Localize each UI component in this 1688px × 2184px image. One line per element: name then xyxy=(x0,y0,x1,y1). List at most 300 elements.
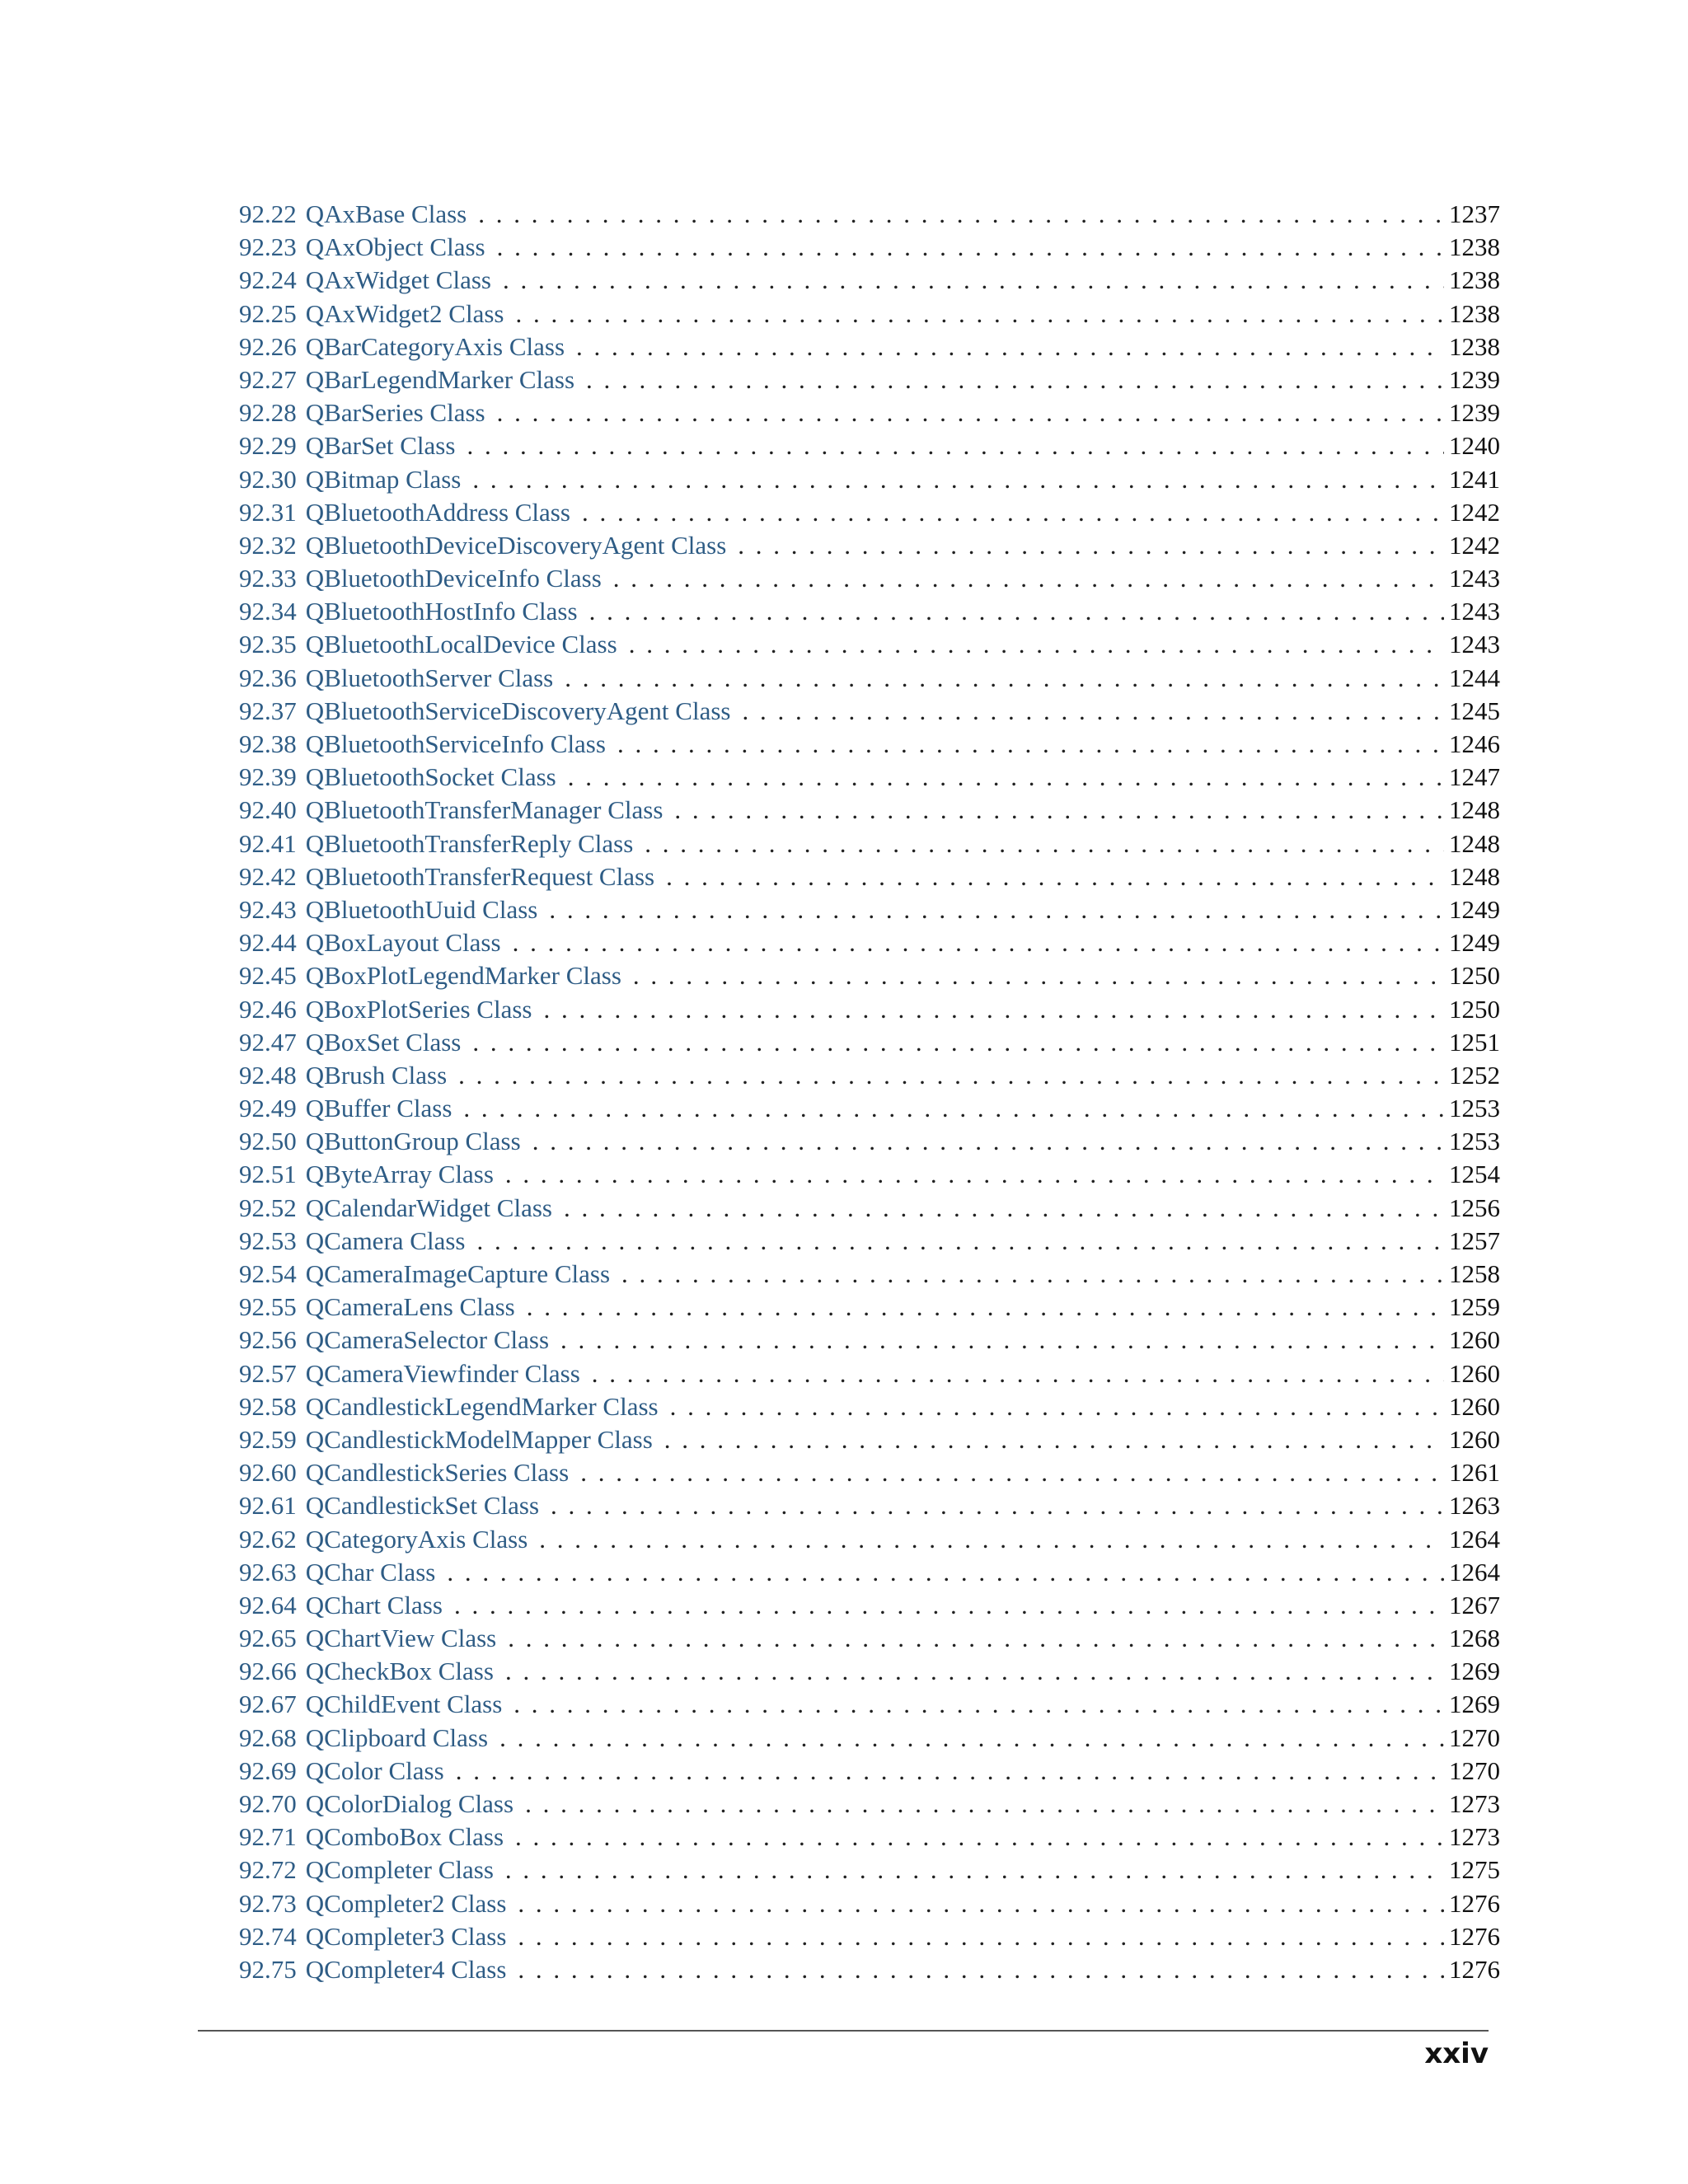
toc-entry-link[interactable] xyxy=(239,761,556,794)
toc-leader-dots xyxy=(738,529,1444,562)
toc-entry-page[interactable]: 1241 xyxy=(1449,464,1500,494)
toc-entry-title: QAxWidget2 Class xyxy=(305,298,504,328)
toc-entry-number: 92.44 xyxy=(239,928,297,958)
toc-entry xyxy=(239,1788,1500,1821)
toc-entry-link[interactable] xyxy=(239,1357,580,1390)
toc-entry xyxy=(239,827,1500,860)
toc-entry-title: QCameraLens Class xyxy=(305,1292,515,1322)
toc-entry-page[interactable]: 1260 xyxy=(1449,1325,1500,1355)
toc-entry xyxy=(239,1722,1500,1755)
toc-entry-page[interactable]: 1263 xyxy=(1449,1491,1500,1521)
toc-entry-number: 92.32 xyxy=(239,530,297,560)
toc-leader-dots xyxy=(503,264,1444,297)
toc-entry-number: 92.56 xyxy=(239,1325,297,1355)
toc-entry-number: 92.35 xyxy=(239,630,297,659)
toc-entry-page[interactable]: 1269 xyxy=(1449,1690,1500,1719)
toc-entry-title: QCategoryAxis Class xyxy=(305,1524,528,1554)
toc-entry-title: QBluetoothTransferManager Class xyxy=(305,795,663,825)
toc-entry xyxy=(239,1821,1500,1854)
toc-entry-page[interactable]: 1260 xyxy=(1449,1391,1500,1421)
toc-leader-dots xyxy=(586,363,1444,396)
toc-entry-link[interactable] xyxy=(239,1258,610,1291)
toc-leader-dots xyxy=(499,1722,1444,1755)
toc-entry-page[interactable]: 1249 xyxy=(1449,928,1500,958)
toc-entry-title: QByteArray Class xyxy=(305,1160,494,1189)
toc-entry-title: QBrush Class xyxy=(305,1060,448,1090)
toc-entry xyxy=(239,1655,1500,1688)
toc-entry xyxy=(239,198,1500,231)
toc-entry-title: QCameraViewfinder Class xyxy=(305,1358,580,1388)
toc-entry-page[interactable]: 1244 xyxy=(1449,663,1500,692)
toc-entry-link[interactable] xyxy=(239,1456,569,1489)
toc-entry-page[interactable]: 1240 xyxy=(1449,431,1500,461)
toc-leader-dots xyxy=(549,893,1444,926)
toc-entry-title: QBluetoothHostInfo Class xyxy=(305,597,578,626)
toc-entry-link[interactable] xyxy=(239,1953,506,1986)
toc-entry xyxy=(239,1920,1500,1953)
toc-entry-page[interactable]: 1270 xyxy=(1449,1755,1500,1785)
toc-entry-page[interactable]: 1243 xyxy=(1449,564,1500,593)
toc-entry-page[interactable]: 1268 xyxy=(1449,1624,1500,1653)
toc-entry-number: 92.71 xyxy=(239,1822,297,1852)
toc-leader-dots xyxy=(617,728,1444,761)
toc-entry-number: 92.49 xyxy=(239,1094,297,1123)
toc-entry-link[interactable] xyxy=(239,1423,653,1456)
toc-entry xyxy=(239,1390,1500,1423)
toc-entry-number: 92.61 xyxy=(239,1491,297,1521)
toc-entry-link[interactable] xyxy=(239,562,602,595)
toc-entry-number: 92.34 xyxy=(239,597,297,626)
toc-leader-dots xyxy=(674,794,1444,827)
toc-entry xyxy=(239,728,1500,761)
toc-entry-page[interactable]: 1239 xyxy=(1449,398,1500,428)
toc-entry-title: QBluetoothTransferRequest Class xyxy=(305,861,655,891)
toc-entry-page[interactable]: 1276 xyxy=(1449,1888,1500,1918)
toc-entry-link[interactable] xyxy=(239,959,621,992)
toc-entry-title: QBarSeries Class xyxy=(305,398,485,428)
toc-entry-title: QCameraImageCapture Class xyxy=(305,1259,611,1288)
toc-entry xyxy=(239,1887,1500,1920)
toc-leader-dots xyxy=(505,1854,1444,1886)
toc-entry-title: QCompleter2 Class xyxy=(305,1888,507,1918)
toc-entry-link[interactable] xyxy=(239,993,532,1026)
toc-entry xyxy=(239,1291,1500,1324)
toc-entry-page[interactable]: 1238 xyxy=(1449,232,1500,262)
toc-entry-link[interactable] xyxy=(239,893,537,926)
toc-entry-page[interactable]: 1237 xyxy=(1449,199,1500,228)
toc-entry-link[interactable] xyxy=(239,1821,504,1854)
toc-leader-dots xyxy=(478,198,1444,231)
toc-leader-dots xyxy=(497,231,1444,264)
toc-leader-dots xyxy=(472,1026,1444,1059)
toc-entry-title: QCompleter3 Class xyxy=(305,1921,507,1951)
toc-entry-number: 92.66 xyxy=(239,1657,297,1686)
toc-entry-title: QCandlestickSeries Class xyxy=(305,1458,570,1488)
toc-entry-number: 92.25 xyxy=(239,298,297,328)
toc-entry-link[interactable] xyxy=(239,198,467,231)
toc-entry-link[interactable] xyxy=(239,827,633,860)
toc-entry-page[interactable]: 1239 xyxy=(1449,364,1500,394)
toc-entry-number: 92.42 xyxy=(239,861,297,891)
toc-entry-link[interactable] xyxy=(239,1026,461,1059)
toc-leader-dots xyxy=(505,1655,1444,1688)
toc-entry-link[interactable] xyxy=(239,298,504,330)
toc-entry xyxy=(239,1456,1500,1489)
toc-entry-page[interactable]: 1248 xyxy=(1449,795,1500,825)
toc-entry-page[interactable]: 1250 xyxy=(1449,961,1500,991)
toc-entry-number: 92.68 xyxy=(239,1722,297,1752)
toc-entry-number: 92.23 xyxy=(239,232,297,262)
toc-entry xyxy=(239,1357,1500,1390)
toc-leader-dots xyxy=(447,1556,1444,1589)
toc-entry-title: QChar Class xyxy=(305,1557,436,1586)
toc-entry-page[interactable]: 1238 xyxy=(1449,331,1500,361)
toc-entry-link[interactable] xyxy=(239,1158,494,1191)
toc-entry-page[interactable]: 1251 xyxy=(1449,1027,1500,1057)
toc-entry-page[interactable]: 1248 xyxy=(1449,828,1500,858)
toc-entry-number: 92.60 xyxy=(239,1458,297,1488)
toc-entry-link[interactable] xyxy=(239,496,570,529)
toc-entry-link[interactable] xyxy=(239,1489,539,1522)
toc-entry-number: 92.48 xyxy=(239,1060,297,1090)
toc-entry-title: QChartView Class xyxy=(305,1624,497,1653)
toc-leader-dots xyxy=(664,1423,1444,1456)
toc-entry-page[interactable]: 1269 xyxy=(1449,1657,1500,1686)
toc-entry-number: 92.57 xyxy=(239,1358,297,1388)
toc-entry-link[interactable] xyxy=(239,728,606,761)
toc-entry-page[interactable]: 1276 xyxy=(1449,1921,1500,1951)
toc-leader-dots xyxy=(589,595,1444,628)
toc-entry xyxy=(239,926,1500,959)
toc-entry xyxy=(239,959,1500,992)
toc-entry-title: QCameraSelector Class xyxy=(305,1325,550,1355)
toc-entry xyxy=(239,463,1500,496)
toc-entry-number: 92.63 xyxy=(239,1557,297,1586)
toc-entry-link[interactable] xyxy=(239,231,485,264)
toc-leader-dots xyxy=(476,1225,1444,1258)
toc-entry-number: 92.53 xyxy=(239,1226,297,1255)
toc-entry xyxy=(239,628,1500,661)
toc-entry-link[interactable] xyxy=(239,860,654,893)
toc-entry-page[interactable]: 1259 xyxy=(1449,1292,1500,1322)
toc-entry-number: 92.74 xyxy=(239,1921,297,1951)
toc-entry xyxy=(239,695,1500,728)
toc-entry xyxy=(239,330,1500,363)
toc-entry-page[interactable]: 1242 xyxy=(1449,530,1500,560)
toc-entry-page[interactable]: 1264 xyxy=(1449,1524,1500,1554)
toc-leader-dots xyxy=(532,1125,1444,1158)
toc-entry-link[interactable] xyxy=(239,595,578,628)
toc-entry xyxy=(239,1953,1500,1986)
toc-entry xyxy=(239,1258,1500,1291)
toc-entry-number: 92.31 xyxy=(239,497,297,527)
toc-entry-title: QBarCategoryAxis Class xyxy=(305,331,565,361)
toc-entry xyxy=(239,396,1500,429)
toc-entry-title: QBarSet Class xyxy=(305,431,456,461)
toc-entry-number: 92.51 xyxy=(239,1160,297,1189)
toc-entry-page[interactable]: 1242 xyxy=(1449,497,1500,527)
toc-entry-link[interactable] xyxy=(239,1192,552,1225)
toc-entry-link[interactable] xyxy=(239,1589,443,1622)
toc-entry-number: 92.41 xyxy=(239,828,297,858)
toc-entry-page[interactable]: 1270 xyxy=(1449,1722,1500,1752)
toc-leader-dots xyxy=(463,1092,1444,1125)
toc-entry-number: 92.58 xyxy=(239,1391,297,1421)
toc-entry-title: QCheckBox Class xyxy=(305,1657,494,1686)
toc-entry xyxy=(239,1158,1500,1191)
toc-entry-link[interactable] xyxy=(239,429,455,462)
toc-entry xyxy=(239,1192,1500,1225)
toc-entry-title: QBoxLayout Class xyxy=(305,928,501,958)
toc-entry-page[interactable]: 1275 xyxy=(1449,1855,1500,1885)
toc-entry-page[interactable]: 1257 xyxy=(1449,1226,1500,1255)
toc-entry-title: QCalendarWidget Class xyxy=(305,1193,552,1222)
toc-entry-link[interactable] xyxy=(239,1125,521,1158)
toc-entry xyxy=(239,562,1500,595)
toc-leader-dots xyxy=(518,1887,1444,1920)
toc-leader-dots xyxy=(525,1788,1444,1821)
toc-entry-title: QClipboard Class xyxy=(305,1722,489,1752)
toc-entry-link[interactable] xyxy=(239,628,617,661)
toc-entry-number: 92.47 xyxy=(239,1027,297,1057)
toc-leader-dots xyxy=(666,860,1444,893)
toc-entry-title: QCompleter4 Class xyxy=(305,1954,507,1984)
toc-entry-number: 92.73 xyxy=(239,1888,297,1918)
toc-entry-number: 92.28 xyxy=(239,398,297,428)
toc-entry-link[interactable] xyxy=(239,1523,528,1556)
toc-entry xyxy=(239,1026,1500,1059)
toc-entry xyxy=(239,1556,1500,1589)
toc-entry xyxy=(239,529,1500,562)
toc-entry-page[interactable]: 1252 xyxy=(1449,1060,1500,1090)
toc-entry-title: QAxObject Class xyxy=(305,232,485,262)
toc-entry-page[interactable]: 1238 xyxy=(1449,298,1500,328)
toc-entry-link[interactable] xyxy=(239,1854,494,1886)
toc-entry-link[interactable] xyxy=(239,794,663,827)
toc-leader-dots xyxy=(497,396,1444,429)
toc-entry-page[interactable]: 1256 xyxy=(1449,1193,1500,1222)
toc-leader-dots xyxy=(551,1489,1444,1522)
toc-entry-link[interactable] xyxy=(239,1556,435,1589)
toc-leader-dots xyxy=(513,1688,1444,1721)
table-of-contents xyxy=(239,198,1500,1986)
toc-entry-link[interactable] xyxy=(239,1291,515,1324)
toc-entry xyxy=(239,1092,1500,1125)
toc-leader-dots xyxy=(539,1523,1444,1556)
toc-entry-page[interactable]: 1260 xyxy=(1449,1358,1500,1388)
toc-entry-title: QAxBase Class xyxy=(305,199,467,228)
toc-entry-title: QAxWidget Class xyxy=(305,265,491,295)
toc-entry-title: QBluetoothServiceInfo Class xyxy=(305,729,606,758)
toc-leader-dots xyxy=(592,1357,1444,1390)
toc-entry-page[interactable]: 1273 xyxy=(1449,1822,1500,1852)
toc-leader-dots xyxy=(568,761,1444,794)
toc-leader-dots xyxy=(565,662,1444,695)
toc-leader-dots xyxy=(742,695,1444,728)
toc-entry-title: QBoxPlotSeries Class xyxy=(305,994,532,1024)
toc-entry-title: QCandlestickLegendMarker Class xyxy=(305,1391,659,1421)
toc-entry-number: 92.33 xyxy=(239,564,297,593)
toc-entry-page[interactable]: 1254 xyxy=(1449,1160,1500,1189)
toc-entry-number: 92.72 xyxy=(239,1855,297,1885)
toc-entry-title: QCompleter Class xyxy=(305,1855,494,1885)
toc-entry xyxy=(239,860,1500,893)
toc-entry-title: QCandlestickSet Class xyxy=(305,1491,540,1521)
toc-entry-page[interactable]: 1260 xyxy=(1449,1424,1500,1454)
toc-entry-number: 92.39 xyxy=(239,762,297,792)
toc-leader-dots xyxy=(458,1059,1444,1092)
toc-leader-dots xyxy=(543,993,1444,1026)
toc-leader-dots xyxy=(582,496,1444,529)
toc-leader-dots xyxy=(645,827,1444,860)
toc-entry-link[interactable] xyxy=(239,1655,494,1688)
toc-entry-page[interactable]: 1253 xyxy=(1449,1127,1500,1156)
toc-entry-link[interactable] xyxy=(239,1225,465,1258)
toc-entry-page[interactable]: 1246 xyxy=(1449,729,1500,758)
toc-entry-page[interactable]: 1261 xyxy=(1449,1458,1500,1488)
toc-entry-number: 92.54 xyxy=(239,1259,297,1288)
toc-entry-link[interactable] xyxy=(239,1722,488,1755)
toc-entry-number: 92.36 xyxy=(239,663,297,692)
toc-entry-number: 92.52 xyxy=(239,1193,297,1222)
toc-entry-number: 92.40 xyxy=(239,795,297,825)
toc-entry-link[interactable] xyxy=(239,529,726,562)
toc-entry-title: QBuffer Class xyxy=(305,1094,452,1123)
toc-leader-dots xyxy=(505,1158,1444,1191)
toc-entry xyxy=(239,363,1500,396)
toc-leader-dots xyxy=(467,429,1444,462)
toc-leader-dots xyxy=(621,1258,1444,1291)
toc-leader-dots xyxy=(456,1755,1444,1788)
toc-entry-page[interactable]: 1267 xyxy=(1449,1590,1500,1619)
toc-entry-title: QBluetoothSocket Class xyxy=(305,762,556,792)
toc-entry-page[interactable]: 1238 xyxy=(1449,265,1500,295)
toc-entry-link[interactable] xyxy=(239,1390,659,1423)
toc-entry-number: 92.59 xyxy=(239,1424,297,1454)
toc-entry xyxy=(239,264,1500,297)
toc-entry xyxy=(239,794,1500,827)
toc-leader-dots xyxy=(472,463,1444,496)
toc-entry-link[interactable] xyxy=(239,1092,452,1125)
toc-entry-page[interactable]: 1243 xyxy=(1449,630,1500,659)
toc-entry-number: 92.69 xyxy=(239,1755,297,1785)
toc-entry-title: QBoxPlotLegendMarker Class xyxy=(305,961,621,991)
toc-entry-number: 92.43 xyxy=(239,894,297,924)
toc-entry-number: 92.55 xyxy=(239,1292,297,1322)
toc-entry xyxy=(239,1324,1500,1357)
toc-entry-title: QBoxSet Class xyxy=(305,1027,462,1057)
toc-entry xyxy=(239,1423,1500,1456)
toc-entry xyxy=(239,231,1500,264)
toc-entry-link[interactable] xyxy=(239,264,491,297)
toc-entry-title: QBluetoothDeviceDiscoveryAgent Class xyxy=(305,530,727,560)
toc-entry-title: QCamera Class xyxy=(305,1226,466,1255)
toc-entry-link[interactable] xyxy=(239,330,565,363)
toc-entry xyxy=(239,1523,1500,1556)
toc-entry xyxy=(239,298,1500,330)
toc-entry-number: 92.65 xyxy=(239,1624,297,1653)
toc-entry-number: 92.37 xyxy=(239,696,297,725)
toc-entry-page[interactable]: 1243 xyxy=(1449,597,1500,626)
toc-entry-title: QBluetoothDeviceInfo Class xyxy=(305,564,602,593)
toc-leader-dots xyxy=(518,1953,1444,1986)
toc-entry-link[interactable] xyxy=(239,463,461,496)
toc-entry-page[interactable]: 1264 xyxy=(1449,1557,1500,1586)
toc-entry-title: QCandlestickModelMapper Class xyxy=(305,1424,653,1454)
toc-entry-page[interactable]: 1258 xyxy=(1449,1259,1500,1288)
toc-leader-dots xyxy=(515,298,1444,330)
toc-entry-number: 92.29 xyxy=(239,431,297,461)
toc-entry-link[interactable] xyxy=(239,1059,447,1092)
toc-leader-dots xyxy=(580,1456,1444,1489)
toc-entry-title: QBluetoothAddress Class xyxy=(305,497,570,527)
toc-entry xyxy=(239,1225,1500,1258)
footer-divider xyxy=(198,2030,1489,2032)
toc-entry-page[interactable]: 1253 xyxy=(1449,1094,1500,1123)
toc-entry-link[interactable] xyxy=(239,363,574,396)
toc-leader-dots xyxy=(513,926,1444,959)
toc-entry-number: 92.50 xyxy=(239,1127,297,1156)
toc-entry-link[interactable] xyxy=(239,1887,506,1920)
toc-entry xyxy=(239,993,1500,1026)
toc-entry-link[interactable] xyxy=(239,396,485,429)
toc-entry-title: QBarLegendMarker Class xyxy=(305,364,575,394)
toc-entry-title: QChart Class xyxy=(305,1590,443,1619)
toc-entry-title: QBitmap Class xyxy=(305,464,462,494)
toc-entry-link[interactable] xyxy=(239,1755,444,1788)
toc-entry-number: 92.75 xyxy=(239,1954,297,1984)
toc-entry-title: QComboBox Class xyxy=(305,1822,504,1852)
toc-entry-page[interactable]: 1245 xyxy=(1449,696,1500,725)
toc-entry-title: QButtonGroup Class xyxy=(305,1127,521,1156)
toc-leader-dots xyxy=(629,628,1444,661)
toc-entry-number: 92.27 xyxy=(239,364,297,394)
toc-leader-dots xyxy=(576,330,1444,363)
toc-entry-link[interactable] xyxy=(239,1688,502,1721)
toc-entry-number: 92.62 xyxy=(239,1524,297,1554)
toc-entry-page[interactable]: 1249 xyxy=(1449,894,1500,924)
toc-entry xyxy=(239,893,1500,926)
toc-entry-number: 92.24 xyxy=(239,265,297,295)
toc-entry xyxy=(239,496,1500,529)
toc-entry-number: 92.64 xyxy=(239,1590,297,1619)
toc-entry-link[interactable] xyxy=(239,926,501,959)
toc-entry-page[interactable]: 1276 xyxy=(1449,1954,1500,1984)
toc-entry xyxy=(239,595,1500,628)
page-number: xxiv xyxy=(1424,2037,1489,2070)
toc-entry-link[interactable] xyxy=(239,662,553,695)
toc-entry-title: QChildEvent Class xyxy=(305,1690,503,1719)
toc-entry xyxy=(239,1125,1500,1158)
toc-leader-dots xyxy=(518,1920,1444,1953)
toc-entry-page[interactable]: 1247 xyxy=(1449,762,1500,792)
toc-entry-link[interactable] xyxy=(239,695,730,728)
toc-entry-page[interactable]: 1248 xyxy=(1449,861,1500,891)
toc-entry xyxy=(239,1854,1500,1886)
toc-entry-number: 92.67 xyxy=(239,1690,297,1719)
toc-leader-dots xyxy=(670,1390,1444,1423)
toc-entry-title: QBluetoothServiceDiscoveryAgent Class xyxy=(305,696,731,725)
toc-entry xyxy=(239,1622,1500,1655)
toc-entry-link[interactable] xyxy=(239,1920,506,1953)
toc-entry-link[interactable] xyxy=(239,1324,549,1357)
toc-entry-link[interactable] xyxy=(239,1622,496,1655)
toc-entry-link[interactable] xyxy=(239,1788,513,1821)
toc-entry-number: 92.22 xyxy=(239,199,297,228)
toc-entry-page[interactable]: 1250 xyxy=(1449,994,1500,1024)
toc-leader-dots xyxy=(560,1324,1444,1357)
toc-entry-page[interactable]: 1273 xyxy=(1449,1789,1500,1818)
